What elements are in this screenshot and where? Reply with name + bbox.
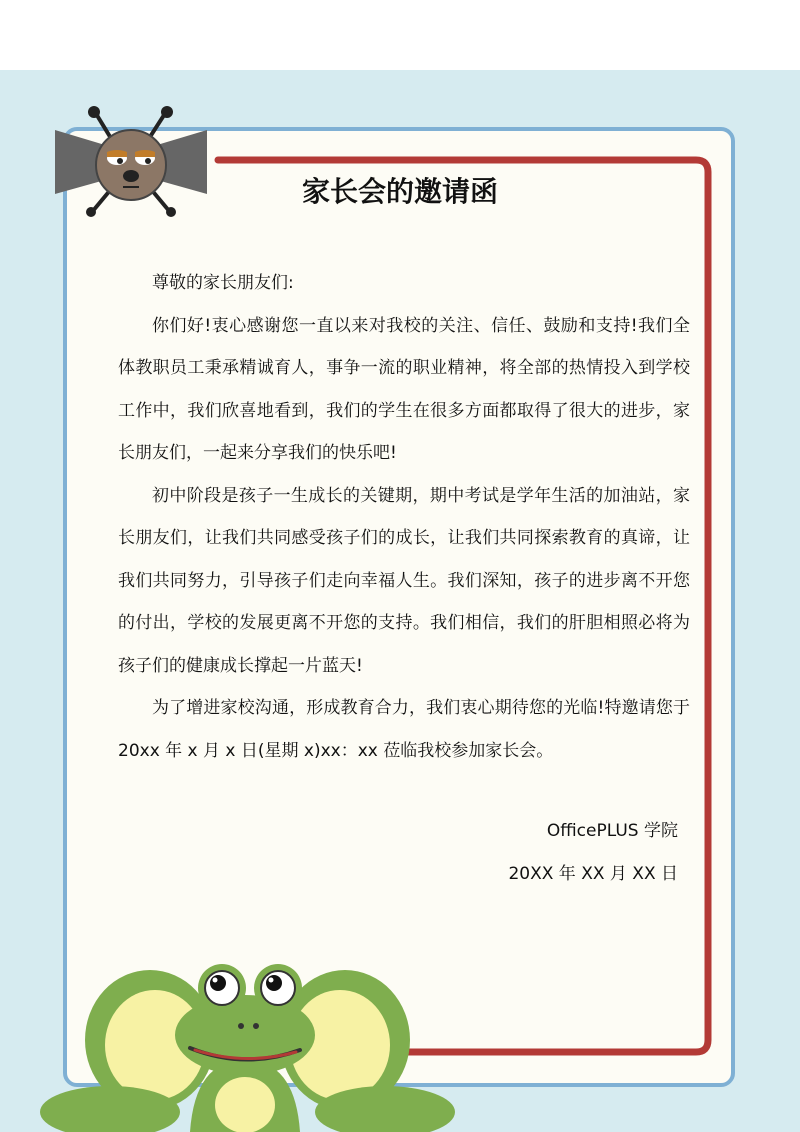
letter-title: 家长会的邀请函	[301, 175, 498, 208]
frog-mascot-icon	[40, 964, 455, 1132]
signature-block	[508, 810, 678, 896]
signature-organization: OfficePLUS 学院	[546, 821, 678, 841]
paragraph-gratitude: 你们好!衷心感谢您一直以来对我校的关注、信任、鼓励和支持!我们全体教职员工秉承精诚育人，事争一流的职业精神，将全部的热情投入到学校工作中，我们欣喜地看到，我们的学生在很多方面都取得了很大的进步，家长朋友们，一起来分享我们的快乐吧!	[118, 315, 690, 463]
signature-date: 20XX 年 XX 月 XX 日	[508, 864, 678, 884]
paragraph-invitation: 为了增进家校沟通，形成教育合力，我们衷心期待您的光临!特邀请您于 20xx 年 x 月 x 日(星期 x)xx：xx 莅临我校参加家长会。	[118, 698, 690, 761]
paragraph-growth: 初中阶段是孩子一生成长的关键期，期中考试是学年生活的加油站，家长朋友们，让我们共同感受孩子们的成长，让我们共同探索教育的真谛，让我们共同努力，引导孩子们走向幸福人生。我们深知，孩子的进步离不开您的付出，学校的发展更离不开您的支持。我们相信，我们的肝胆相照必将为孩子们的健康成长撑起一片蓝天!	[118, 485, 690, 676]
salutation: 尊敬的家长朋友们:	[152, 273, 294, 293]
letter-body	[118, 262, 690, 772]
